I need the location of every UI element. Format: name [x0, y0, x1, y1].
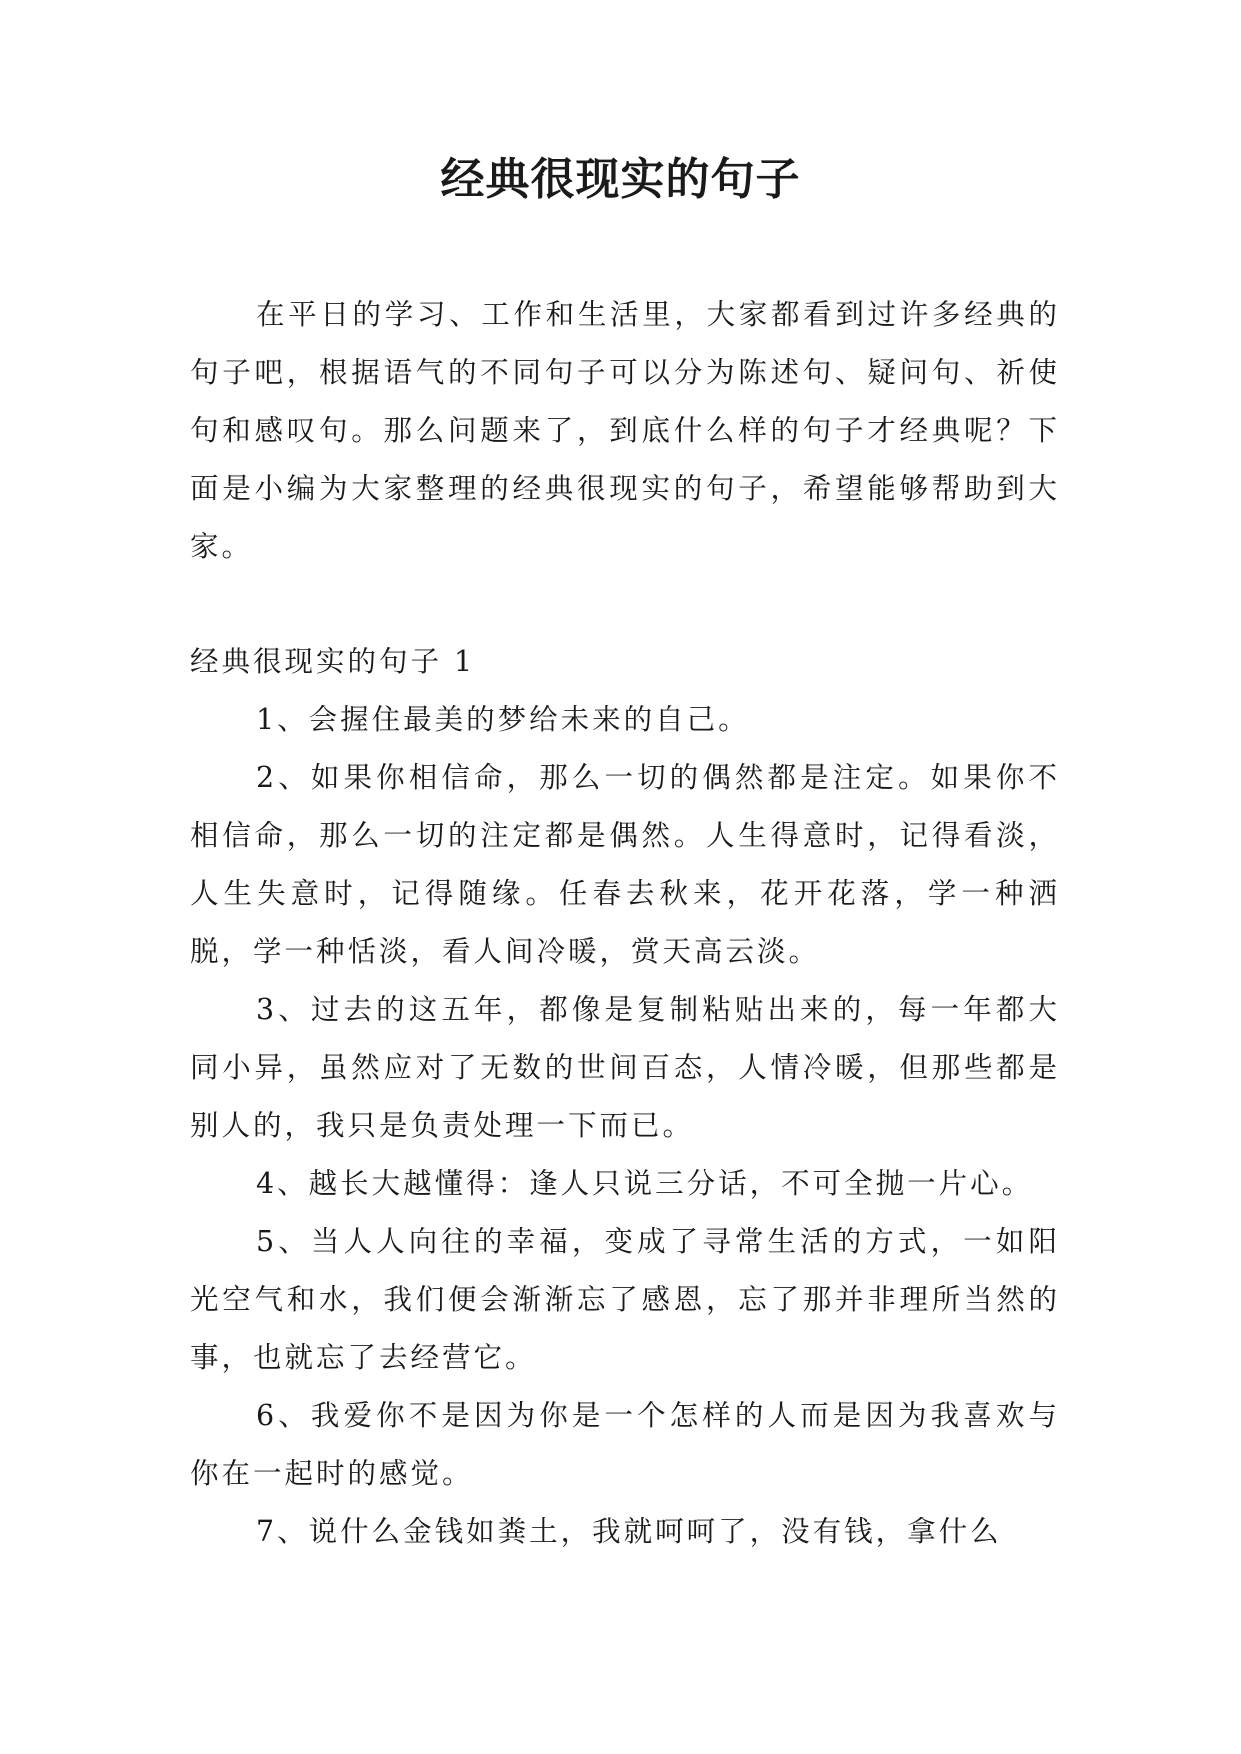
- list-item: 3、过去的这五年，都像是复制粘贴出来的，每一年都大同小异，虽然应对了无数的世间百态，人情冷暖，但那些都是别人的，我只是负责处理一下而已。: [190, 993, 1060, 1142]
- sentence-list: [190, 691, 1060, 1561]
- list-item: 6、我爱你不是因为你是一个怎样的人而是因为我喜欢与你在一起时的感觉。: [190, 1399, 1060, 1490]
- list-item: 4、越长大越懂得：逢人只说三分话，不可全抛一片心。: [256, 1167, 1034, 1200]
- list-item: 5、当人人向往的幸福，变成了寻常生活的方式，一如阳光空气和水，我们便会渐渐忘了感恩，忘了那并非理所当然的事，也就忘了去经营它。: [190, 1225, 1060, 1374]
- list-item: 2、如果你相信命，那么一切的偶然都是注定。如果你不相信命，那么一切的注定都是偶然。人生得意时，记得看淡，人生失意时，记得随缘。任春去秋来，花开花落，学一种洒脱，学一种恬淡，看人间冷暖，赏天高云淡。: [190, 761, 1060, 968]
- page-title: 经典很现实的句子: [440, 154, 801, 205]
- intro-paragraph: 在平日的学习、工作和生活里，大家都看到过许多经典的句子吧，根据语气的不同句子可以分为陈述句、疑问句、祈使句和感叹句。那么问题来了，到底什么样的句子才经典呢？下面是小编为大家整理的经典很现实的句子，希望能够帮助到大家。: [190, 298, 1060, 563]
- list-item: 1、会握住最美的梦给未来的自己。: [256, 703, 750, 736]
- list-item: 7、说什么金钱如粪土，我就呵呵了，没有钱，拿什么: [256, 1515, 1002, 1548]
- section-heading: 经典很现实的句子 1: [190, 645, 476, 678]
